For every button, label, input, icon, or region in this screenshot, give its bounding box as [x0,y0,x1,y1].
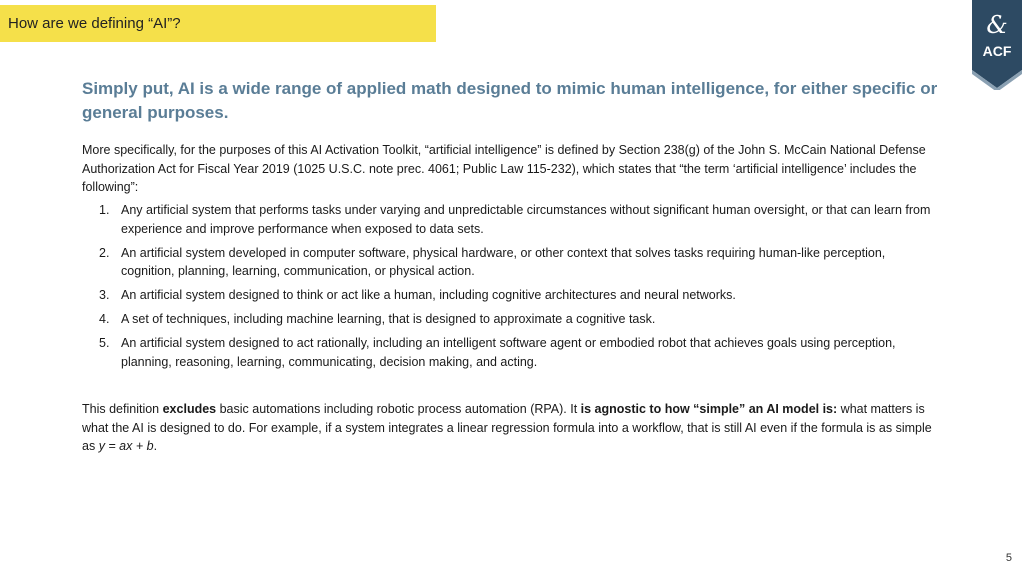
list-text: Any artificial system that performs tasks under varying and unpredictable circumstances without significant human oversight, or that can learn from experience and improve performance when exposed to data sets. [121,203,931,236]
logo-text: ACF [982,43,1012,59]
list-text: An artificial system designed to act rationally, including an intelligent software agent or embodied robot that achieves goals using perception, planning, reasoning, learning, communicating, decision making, and acting. [121,336,896,369]
list-number: 3. [99,288,110,302]
closing-text-1: This definition [82,402,163,416]
page-number: 5 [1005,552,1012,564]
slide-title: How are we defining “AI”? [8,15,181,32]
list-number: 2. [99,245,110,260]
closing-text-2: basic automations including robotic process automation (RPA). It [216,402,581,416]
list-item [82,310,932,329]
list-text: An artificial system developed in computer software, physical hardware, or other context that solves tasks requiring human-like perception, cognition, planning, learning, communication, or physical action. [121,245,886,278]
definition-list [82,201,932,377]
logo-glyph: & [986,11,1008,39]
intro-paragraph: More specifically, for the purposes of this AI Activation Toolkit, “artificial intelligence” is defined by Section 238(g) of the John S. McCain National Defense Authorization Act for Fiscal Year 2019 (1025 U.S.C. note prec. 4061; Public Law 115-232), which states that “the term ‘artificial intelligence’ includes the following”: [82,143,926,194]
list-text: A set of techniques, including machine learning, that is designed to approximate a cognitive task. [121,312,656,326]
list-text: An artificial system designed to think or act like a human, including cognitive architectures and neural networks. [121,288,736,302]
closing-text-3: what matters is what the AI is designed to do. For example, if a system integrates a linear regression formula into a workflow, that is still AI even if the formula is as simple as [82,402,932,453]
list-item [82,334,932,371]
headline: Simply put, AI is a wide range of applied math designed to mimic human intelligence, for either specific or general purposes. [82,79,938,122]
list-item [82,201,932,238]
slide-title-bar [0,5,436,42]
closing-formula: y = ax + b [98,439,154,453]
closing-bold-excludes: excludes [162,402,217,416]
list-item [82,286,932,305]
list-number: 4. [99,312,110,326]
list-number: 1. [99,203,110,217]
list-number: 5. [99,336,110,350]
acf-logo-icon [972,0,1022,90]
closing-text-4: . [153,439,158,453]
closing-paragraph [82,400,942,456]
list-item [82,244,932,281]
closing-bold-agnostic: is agnostic to how “simple” an AI model is: [580,402,838,416]
